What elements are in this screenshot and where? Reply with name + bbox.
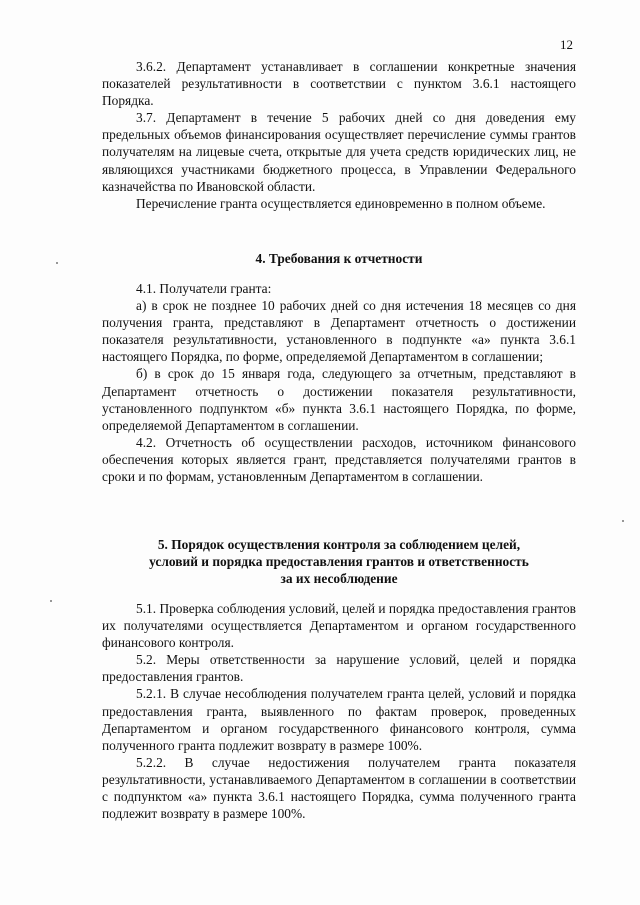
scan-speck — [622, 520, 624, 522]
section-4-body — [102, 280, 576, 485]
paragraph-transfer: Перечисление гранта осуществляется единовременно в полном объеме. — [136, 195, 546, 211]
paragraph-5-2-2: 5.2.2. В случае недостижения получателем гранта показателя результативности, устанавливаемого Департаментом в соглашении в соответствии с подпунктом «а» пункта 3.6.1 настоящего Порядка, сумма полученного гранта подлежит возврату в размере 100%. — [102, 754, 576, 822]
page-number: 12 — [560, 37, 573, 52]
paragraph-3-6-2: 3.6.2. Департамент устанавливает в соглашении конкретные значения показателей результативности в соответствии с пунктом 3.6.1 настоящего Порядка. — [102, 59, 576, 109]
scan-speck — [50, 600, 52, 602]
paragraph-5-2-1: 5.2.1. В случае несоблюдения получателем гранта целей, условий и порядка предоставления гранта, выявленного по фактам проверок, проведенных Департаментом и органом государственного финансового контроля, сумма полученного гранта подлежит возврату в размере 100%. — [102, 686, 576, 753]
paragraph-4-1-b: б) в срок до 15 января года, следующего за отчетным, представляют в Департамент отчетность о достижении показателя результативности, установленного подпунктом «б» пункта 3.6.1 настоящего Порядка, по форме, определяемой Департаментом в соглашении. — [102, 366, 576, 433]
section-5-heading-line-2: условий и порядка предоставления грантов и ответственность — [149, 554, 529, 570]
paragraph-5-1: 5.1. Проверка соблюдения условий, целей и порядка предоставления грантов их получателями осуществляется Департаментом и органом государственного финансового контроля. — [102, 601, 576, 651]
section-5-heading — [102, 536, 576, 587]
section-5-body — [102, 600, 576, 822]
section-5-heading-line-3: за их несоблюдение — [280, 571, 398, 587]
paragraph-4-1: 4.1. Получатели гранта: — [136, 281, 272, 296]
section-4-heading: 4. Требования к отчетности — [255, 251, 423, 266]
scan-speck — [56, 262, 58, 264]
section-5-heading-line-1: 5. Порядок осуществления контроля за соблюдением целей, — [157, 537, 521, 552]
top-section — [102, 58, 576, 212]
paragraph-4-1-a: а) в срок не позднее 10 рабочих дней со дня истечения 18 месяцев со дня получения гранта, представляют в Департамент отчетность о достижении показателя результативности, установленного в подпункте «а» пункта 3.6.1 настоящего Порядка, по форме, определяемой Департаментом в соглашении; — [102, 298, 576, 365]
paragraph-4-2: 4.2. Отчетность об осуществлении расходов, источником финансового обеспечения которых является грант, представляется получателями грантов в сроки и по формам, установленным Департаментом в соглашении. — [102, 434, 576, 485]
paragraph-3-7: 3.7. Департамент в течение 5 рабочих дней со дня доведения ему предельных объемов финансирования осуществляет перечисление суммы грантов получателям на лицевые счета, открытые для учета средств юридических лиц, не являющихся участниками бюджетного процесса, в Управлении Федерального казначейства по Ивановской области. — [102, 110, 576, 194]
paragraph-5-2: 5.2. Меры ответственности за нарушение условий, целей и порядка предоставления грантов. — [102, 652, 576, 685]
